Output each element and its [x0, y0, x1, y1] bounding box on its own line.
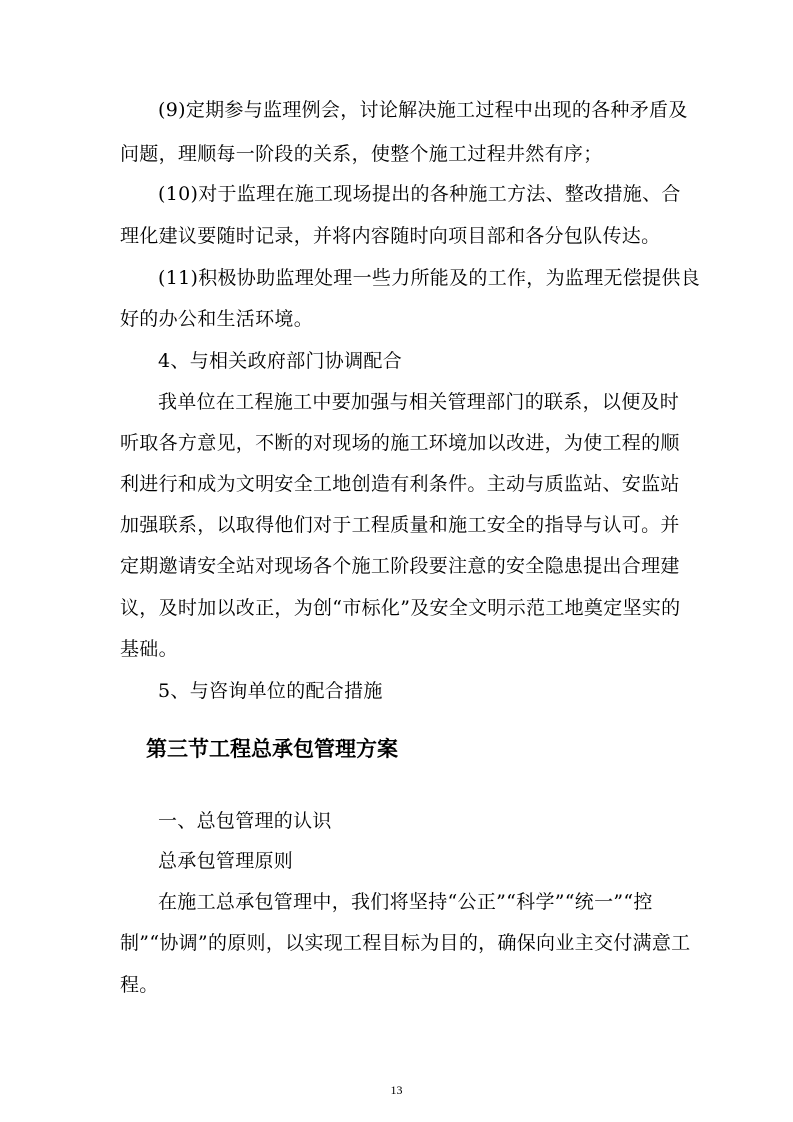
paragraph-line: 定期邀请安全站对现场各个施工阶段要注意的安全隐患提出合理建: [120, 555, 680, 577]
subheading-line: 一、总包管理的认识: [158, 810, 332, 832]
paragraph-line: 制”“协调”的原则，以实现工程目标为目的，确保向业主交付满意工: [120, 932, 691, 954]
subheading-line: 5、与咨询单位的配合措施: [158, 680, 383, 702]
subheading-line: 总承包管理原则: [158, 850, 294, 872]
paragraph-line: 在施工总承包管理中，我们将坚持“公正”“科学”“统一”“控: [158, 891, 653, 913]
paragraph-line: 程。: [120, 974, 159, 996]
paragraph-line: 问题，理顺每一阶段的关系，使整个施工过程井然有序；: [120, 143, 603, 165]
paragraph-line: 议，及时加以改正，为创“市标化”及安全文明示范工地奠定坚实的: [120, 597, 681, 619]
paragraph-line: 听取各方意见，不断的对现场的施工环境加以改进，为使工程的顺: [120, 432, 680, 454]
paragraph-line: 我单位在工程施工中要加强与相关管理部门的联系，以便及时: [158, 391, 680, 413]
page-number: 13: [390, 1083, 403, 1097]
paragraph-line: 基础。: [120, 638, 178, 660]
paragraph-line: (10)对于监理在施工现场提出的各种施工方法、整改措施、合: [158, 183, 681, 205]
paragraph-line: 理化建议要随时记录，并将内容随时向项目部和各分包队传达。: [120, 225, 661, 247]
subheading-line: 4、与相关政府部门协调配合: [158, 350, 402, 372]
section-heading: 第三节工程总承包管理方案: [146, 737, 398, 761]
paragraph-line: 利进行和成为文明安全工地创造有利条件。主动与质监站、安监站: [120, 473, 680, 495]
paragraph-line: (9)定期参与监理例会，讨论解决施工过程中出现的各种矛盾及: [158, 99, 688, 121]
paragraph-line: 加强联系，以取得他们对于工程质量和施工安全的指导与认可。并: [120, 514, 680, 536]
paragraph-line: 好的办公和生活环境。: [120, 308, 314, 330]
paragraph-line: (11)积极协助监理处理一些力所能及的工作，为监理无偿提供良: [158, 267, 701, 289]
